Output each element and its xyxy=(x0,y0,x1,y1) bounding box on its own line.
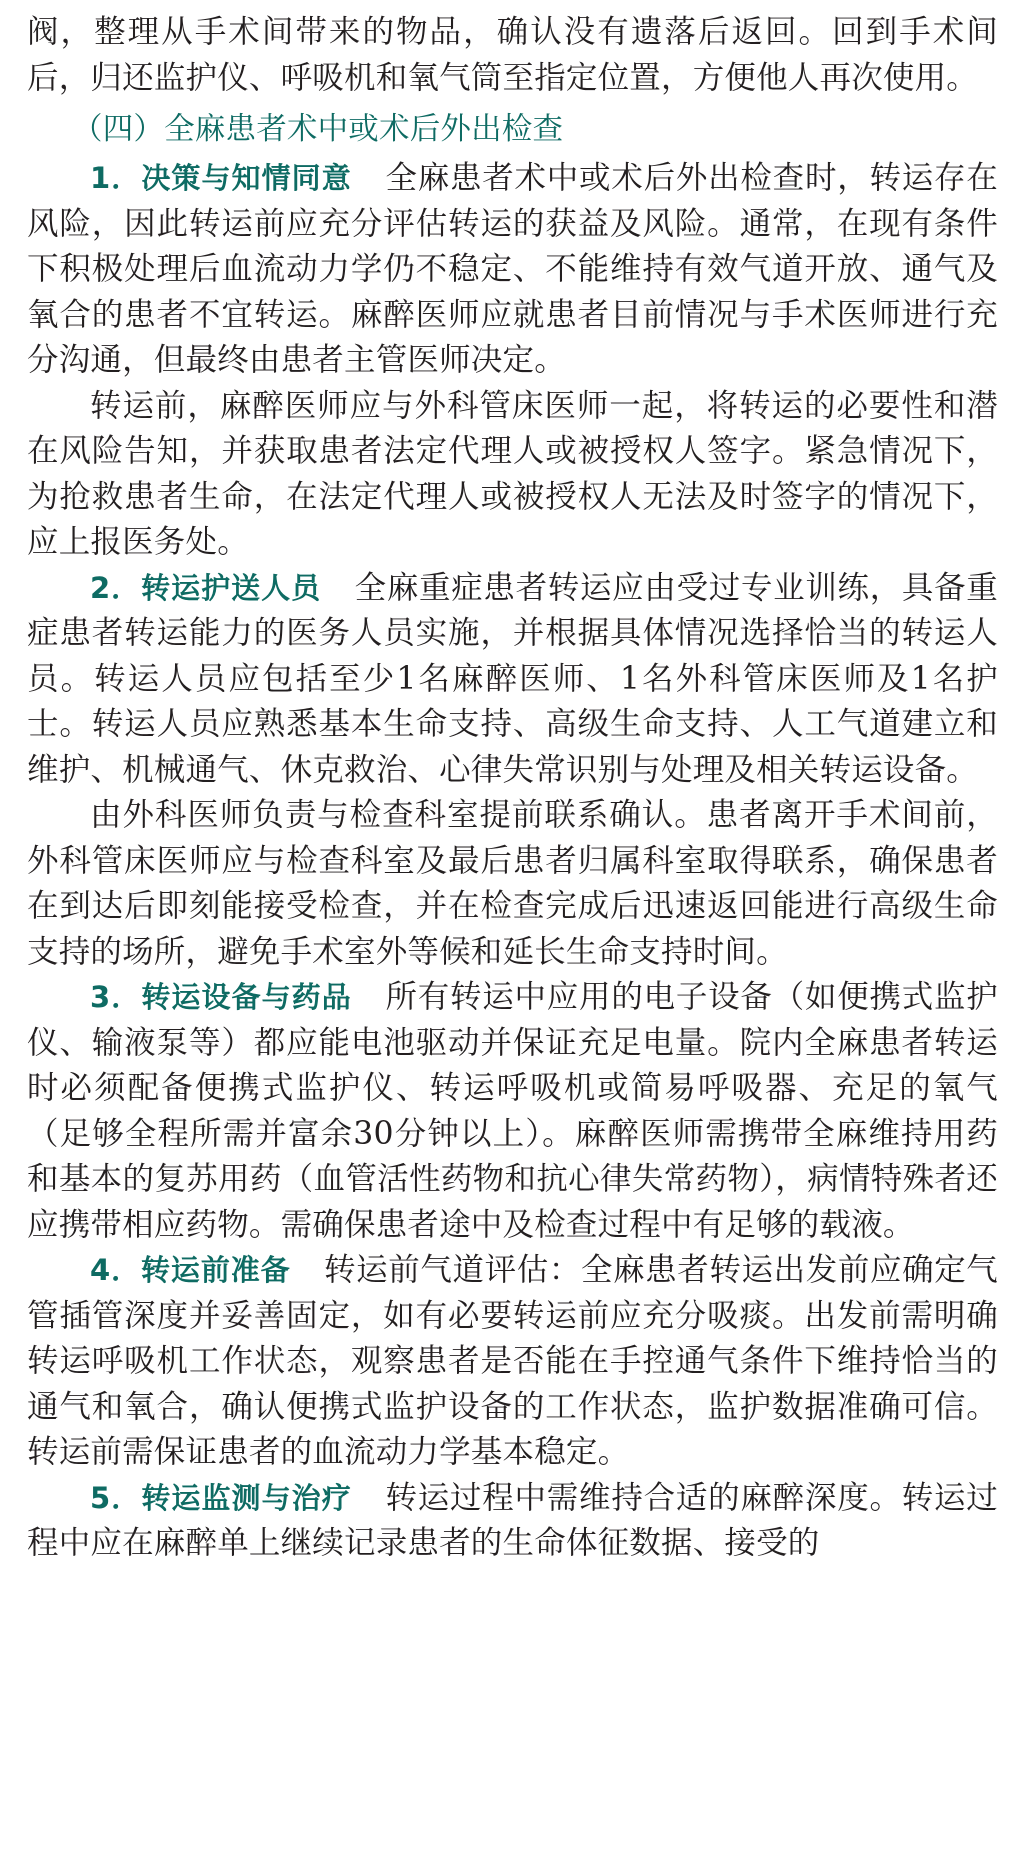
subsection-5-text-1: 转运过程中需维持合适的麻醉深度。转运过程中应在麻醉单上继续记录患者的生命体征数据、接受的 xyxy=(27,1479,998,1561)
subsection-4-text-1: 转运前气道评估：全麻患者转运出发前应确定气管插管深度并妥善固定，如有必要转运前应充分吸痰。出发前需明确转运呼吸机工作状态，观察患者是否能在手控通气条件下维持恰当的通气和氧合，确认便携式监护设备的工作状态，监护数据准确可信。转运前需保证患者的血流动力学基本稳定。 xyxy=(27,1252,999,1470)
subsection-2-text-1: 全麻重症患者转运应由受过专业训练，具备重症患者转运能力的医务人员实施，并根据具体情况选择恰当的转运人员。转运人员应包括至少1名麻醉医师、1名外科管床医师及1名护士。转运人员应熟悉基本生命支持、高级生命支持、人工气道建立和维护、机械通气、休克救治、心律失常识别与处理及相关转运设备。 xyxy=(27,569,998,788)
subsection-2-paragraph-1 xyxy=(27,566,998,794)
subsection-5-label: 5．转运监测与治疗 xyxy=(90,1480,352,1515)
subsection-3-text-1: 所有转运中应用的电子设备（如便携式监护仪、输液泵等）都应能电池驱动并保证充足电量。院内全麻患者转运时必须配备便携式监护仪、转运呼吸机或简易呼吸器、充足的氧气（足够全程所需并富余30分钟以上）。麻醉医师需携带全麻维持用药和基本的复苏用药（血管活性药物和抗心律失常药物），病情特殊者还应携带相应药物。需确保患者途中及检查过程中有足够的载液。 xyxy=(27,979,998,1243)
subsection-5-paragraph-1 xyxy=(27,1476,998,1567)
subsection-3-paragraph-1 xyxy=(27,975,998,1248)
subsection-4-paragraph-1 xyxy=(27,1248,998,1476)
subsection-2-label: 2．转运护送人员 xyxy=(90,570,322,605)
subsection-4-label: 4．转运前准备 xyxy=(90,1253,291,1287)
subsection-1-paragraph-1 xyxy=(27,156,998,384)
subsection-1-label: 1．决策与知情同意 xyxy=(90,161,352,195)
subsection-1-text-1: 全麻患者术中或术后外出检查时，转运存在风险，因此转运前应充分评估转运的获益及风险。通常，在现有条件下积极处理后血流动力学仍不稳定、不能维持有效气道开放、通气及氧合的患者不宜转运。麻醉医师应就患者目前情况与手术医师进行充分沟通，但最终由患者主管医师决定。 xyxy=(27,160,998,378)
section-heading: （四）全麻患者术中或术后外出检查 xyxy=(72,112,564,147)
subsection-1-paragraph-2: 转运前，麻醉医师应与外科管床医师一起，将转运的必要性和潜在风险告知，并获取患者法定代理人或被授权人签字。紧急情况下，为抢救患者生命，在法定代理人或被授权人无法及时签字的情况下，应上报医务处。 xyxy=(27,387,998,560)
continuation-paragraph: 阀，整理从手术间带来的物品，确认没有遗落后返回。回到手术间后，归还监护仪、呼吸机和氧气筒至指定位置，方便他人再次使用。 xyxy=(27,14,998,96)
subsection-2-paragraph-2: 由外科医师负责与检查科室提前联系确认。患者离开手术间前，外科管床医师应与检查科室及最后患者归属科室取得联系，确保患者在到达后即刻能接受检查，并在检查完成后迅速返回能进行高级生命支持的场所，避免手术室外等候和延长生命支持时间。 xyxy=(27,797,998,970)
subsection-3-label: 3．转运设备与药品 xyxy=(90,980,352,1014)
